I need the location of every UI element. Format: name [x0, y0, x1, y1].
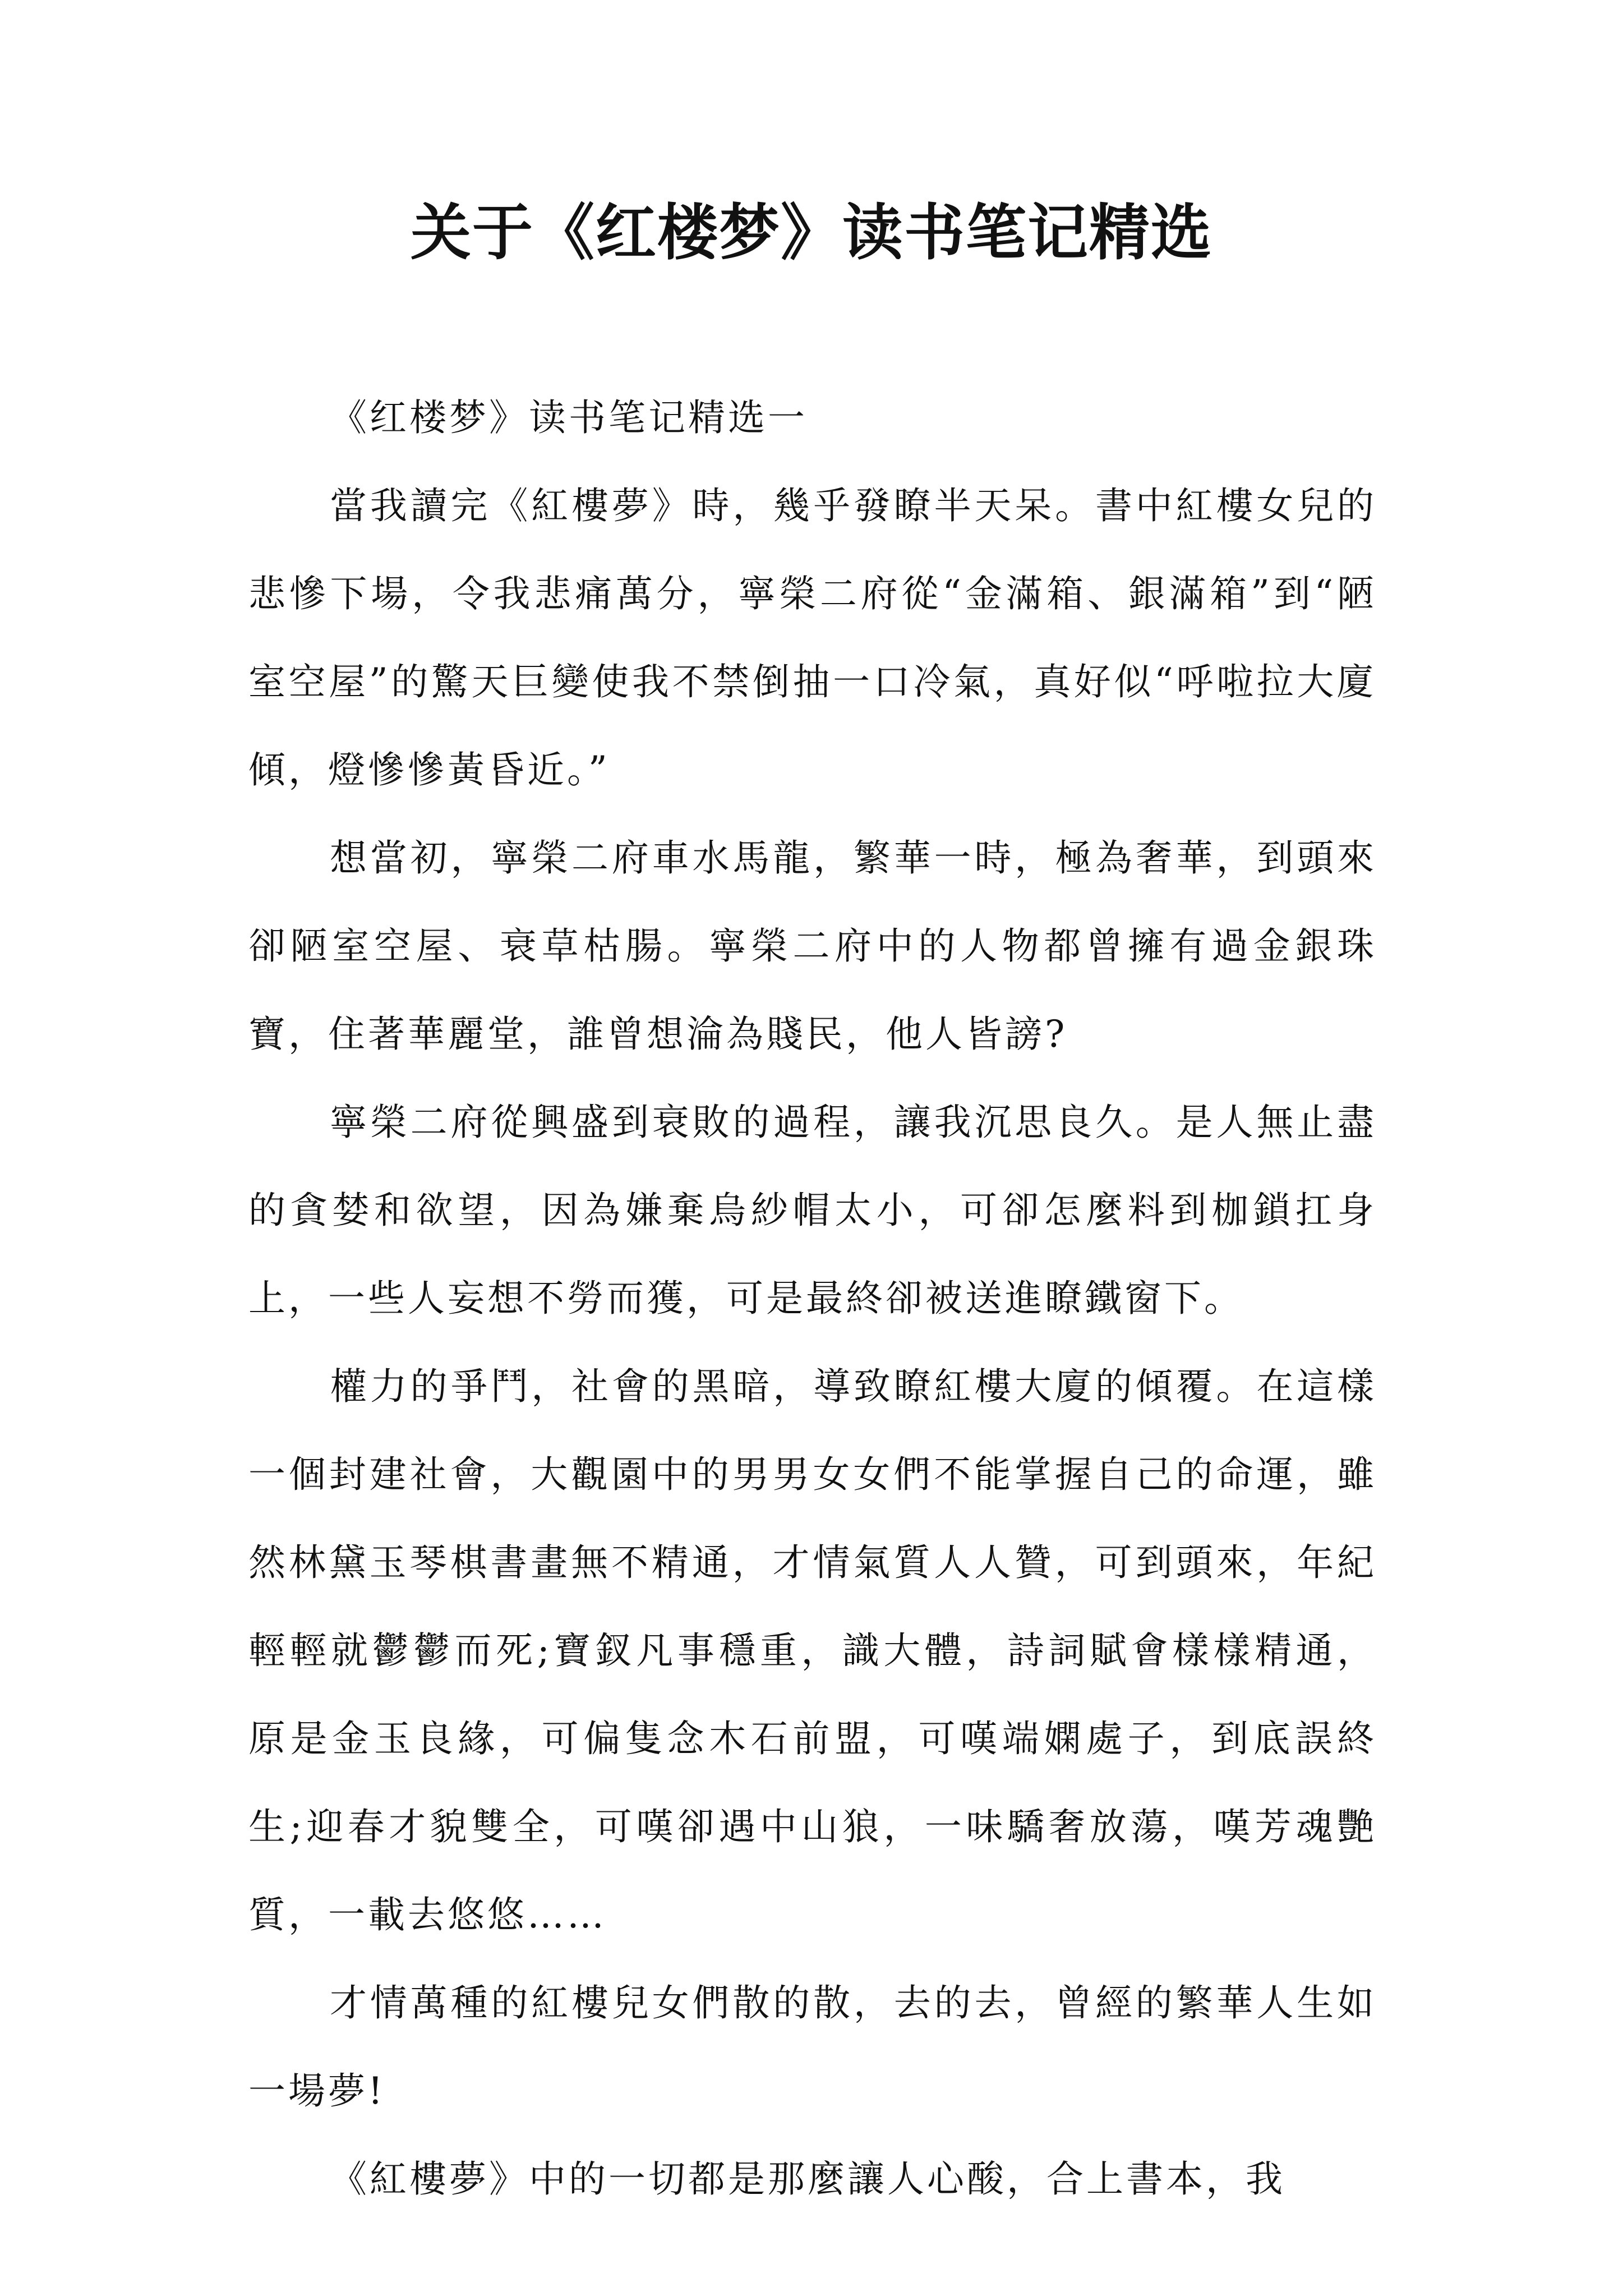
paragraph: 寧榮二府從興盛到衰敗的過程，讓我沉思良久。是人無止盡的貪婪和欲望，因為嫌棄烏紗帽太小，可卻怎麼料到枷鎖扛身上，一些人妄想不勞而獲，可是最終卻被送進瞭鐵窗下。	[248, 1101, 1377, 1320]
paragraph: 當我讀完《紅樓夢》時，幾乎發瞭半天呆。書中紅樓女兒的悲慘下場，令我悲痛萬分，寧榮二府從“金滿箱、銀滿箱”到“陋室空屋”的驚天巨變使我不禁倒抽一口冷氣，真好似“呼啦拉大廈傾，燈慘慘黃昏近。”	[248, 484, 1377, 792]
paragraph: 才情萬種的紅樓兒女們散的散，去的去，曾經的繁華人生如一場夢!	[248, 1981, 1377, 2113]
paragraph: 《紅樓夢》中的一切都是那麼讓人心酸，合上書本，我	[330, 2157, 1285, 2201]
paragraph: 權力的爭鬥，社會的黑暗，導致瞭紅樓大廈的傾覆。在這樣一個封建社會，大觀園中的男男女女們不能掌握自己的命運，雖然林黛玉琴棋書畫無不精通，才情氣質人人贊，可到頭來，年紀輕輕就鬱鬱而死;寶釵凡事穩重，識大體，詩詞賦會樣樣精通，原是金玉良緣，可偏隻念木石前盟，可嘆端嫻處子，到底誤終生;迎春才貌雙全，可嘆卻遇中山狼，一味驕奢放蕩，嘆芳魂艷質，一載去悠悠……	[248, 1365, 1377, 1936]
document-title: 关于《红楼梦》读书笔记精选	[410, 197, 1212, 268]
section-heading: 《红楼梦》读书笔记精选一	[330, 396, 808, 439]
paragraph: 想當初，寧榮二府車水馬龍，繁華一時，極為奢華，到頭來卻陋室空屋、衰草枯腸。寧榮二府中的人物都曾擁有過金銀珠寶，住著華麗堂，誰曾想淪為賤民，他人皆謗?	[248, 836, 1377, 1056]
document-body	[248, 374, 1377, 2223]
